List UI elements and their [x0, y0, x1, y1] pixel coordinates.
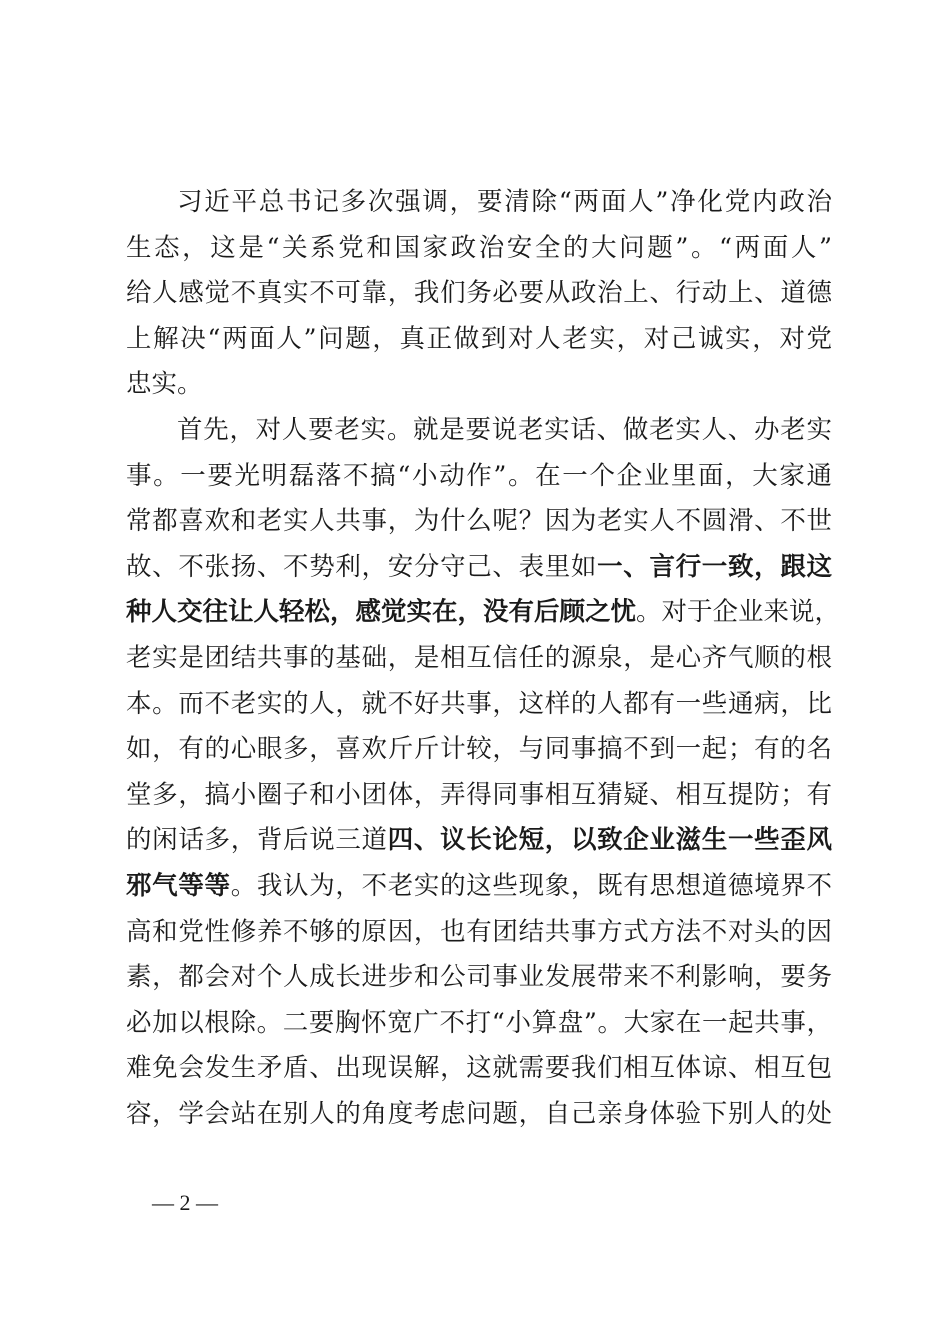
text-line: [126, 910, 832, 956]
text-line: [126, 226, 832, 272]
text-run: 常都喜欢和老实人共事，为什么呢？因为老实人不圆滑、不世: [126, 506, 832, 537]
text-run: 老实是团结共事的基础，是相互信任的源泉，是心齐气顺的根: [126, 642, 832, 673]
text-run: 堂多，搞小圈子和小团体，弄得同事相互猜疑、相互提防；有: [126, 779, 832, 810]
text-line: [126, 454, 832, 500]
bold-text-run: 四、议长论短，以致企业滋生一些歪风: [387, 825, 832, 856]
paragraph: [126, 408, 841, 1138]
text-line: [126, 362, 832, 408]
text-line: [126, 727, 832, 773]
text-run: 忠实。: [126, 369, 203, 400]
text-run: 。对于企业来说，: [636, 597, 841, 628]
page-number: — 2 —: [152, 1190, 218, 1215]
text-run: 的闲话多，背后说三道: [126, 825, 388, 856]
text-line: [126, 408, 832, 454]
text-line: [126, 636, 832, 682]
text-run: 给人感觉不真实不可靠，我们务必要从政治上、行动上、道德: [126, 278, 832, 309]
text-line: [126, 317, 832, 363]
text-run: 事。一要光明磊落不搞“小动作”。在一个企业里面，大家通: [126, 460, 832, 491]
text-run: 。我认为，不老实的这些现象，既有思想道德境界不: [230, 870, 832, 901]
text-line: [126, 1092, 832, 1138]
bold-text-run: 邪气等等: [126, 870, 231, 901]
bold-text-run: 一、言行一致，跟这: [597, 551, 832, 582]
body-text: [126, 180, 841, 1137]
text-run: 上解决“两面人”问题，真正做到对人老实，对己诚实，对党: [126, 323, 832, 354]
text-run: 高和党性修养不够的原因，也有团结共事方式方法不对头的因: [126, 916, 832, 947]
text-run: 首先，对人要老实。就是要说老实话、做老实人、办老实: [177, 414, 832, 445]
text-line: [126, 773, 832, 819]
text-line: [126, 864, 832, 910]
paragraph: [126, 180, 832, 408]
text-line: [126, 590, 841, 636]
text-run: 必加以根除。二要胸怀宽广不打“小算盘”。大家在一起共事，: [126, 1007, 832, 1038]
text-run: 难免会发生矛盾、出现误解，这就需要我们相互体谅、相互包: [126, 1053, 832, 1084]
text-run: 容，学会站在别人的角度考虑问题，自己亲身体验下别人的处: [126, 1098, 832, 1129]
text-run: 生态，这是“关系党和国家政治安全的大问题”。“两面人”: [126, 232, 832, 263]
text-line: [126, 1046, 832, 1092]
text-line: [126, 1001, 832, 1047]
text-run: 故、不张扬、不势利，安分守己、表里如: [126, 551, 598, 582]
text-run: 素，都会对个人成长进步和公司事业发展带来不利影响，要务: [126, 962, 832, 993]
text-line: [126, 818, 832, 864]
text-run: 习近平总书记多次强调，要清除“两面人”净化党内政治: [177, 187, 832, 217]
text-line: [126, 545, 832, 591]
text-line: [126, 180, 832, 226]
text-line: [126, 499, 832, 545]
bold-text-run: 种人交往让人轻松，感觉实在，没有后顾之忧: [126, 597, 637, 628]
text-line: [126, 271, 832, 317]
text-line: [126, 955, 832, 1001]
text-line: [126, 682, 832, 728]
text-run: 本。而不老实的人，就不好共事，这样的人都有一些通病，比: [126, 688, 832, 719]
text-run: 如，有的心眼多，喜欢斤斤计较，与同事搞不到一起；有的名: [126, 734, 832, 765]
